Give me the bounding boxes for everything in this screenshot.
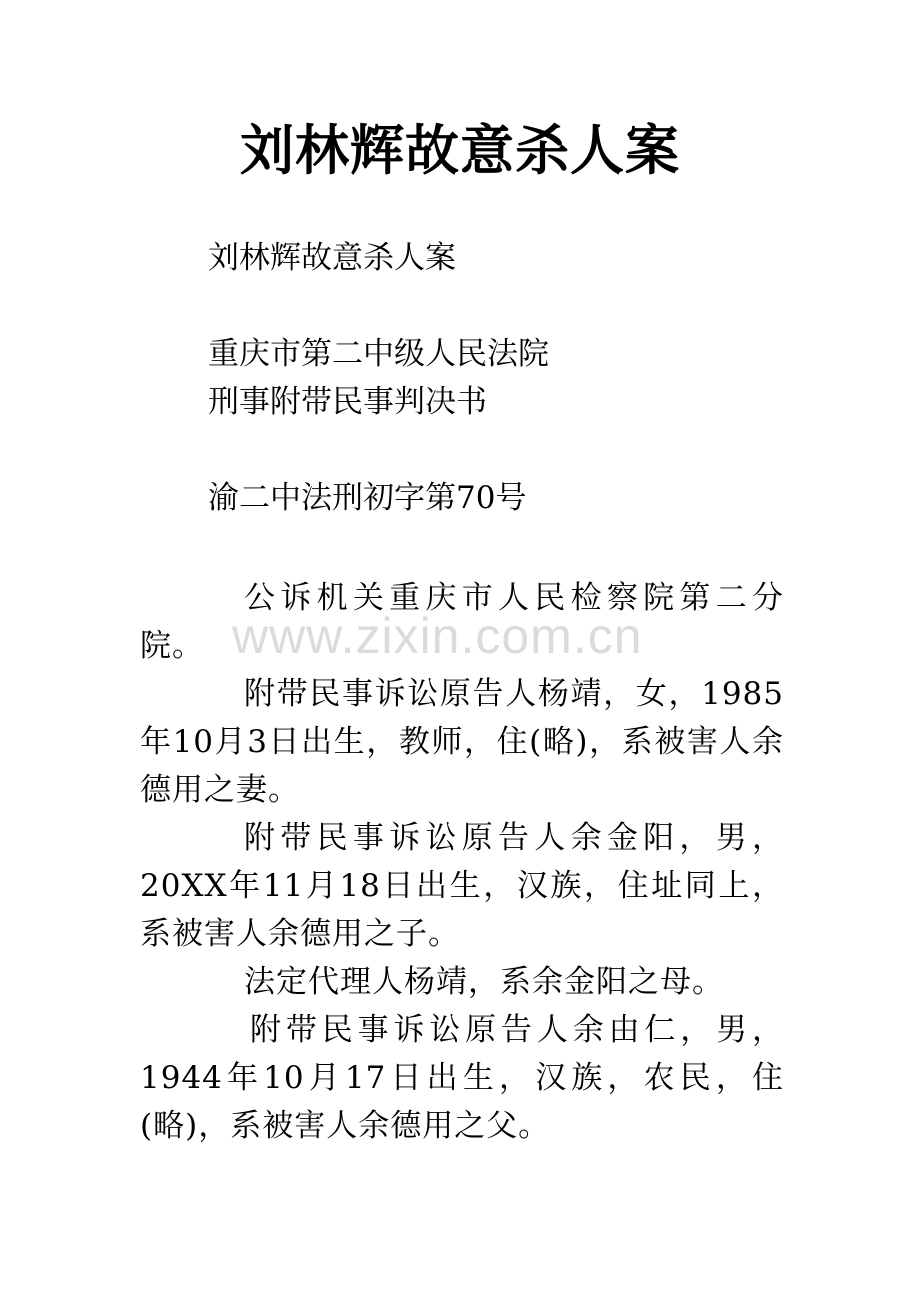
paragraph-plaintiff-yu-youren: 附带民事诉讼原告人余由仁，男，1944年10月17日出生，汉族，农民，住(略)，系被害人余德用之父。	[140, 1012, 784, 1144]
court-name: 重庆市第二中级人民法院	[208, 336, 549, 372]
document-type: 刑事附带民事判决书	[208, 384, 487, 420]
case-name: 刘林辉故意杀人案	[208, 240, 456, 276]
case-number: 渝二中法刑初字第70号	[208, 480, 527, 516]
watermark: www.zixin.com.cn	[232, 608, 643, 664]
paragraph-legal-representative: 法定代理人杨靖，系余金阳之母。	[244, 964, 724, 1000]
paragraph-plaintiff-yang: 附带民事诉讼原告人杨靖，女，1985年10月3日出生，教师，住(略)，系被害人余德用之妻。	[140, 676, 784, 808]
paragraph-plaintiff-yu-jinyang: 附带民事诉讼原告人余金阳，男，20XX年11月18日出生，汉族，住址同上，系被害人余德用之子。	[140, 820, 784, 952]
paragraph-prosecutor: 公诉机关重庆市人民检察院第二分院。	[140, 580, 784, 664]
document-title: 刘林辉故意杀人案	[240, 118, 680, 182]
